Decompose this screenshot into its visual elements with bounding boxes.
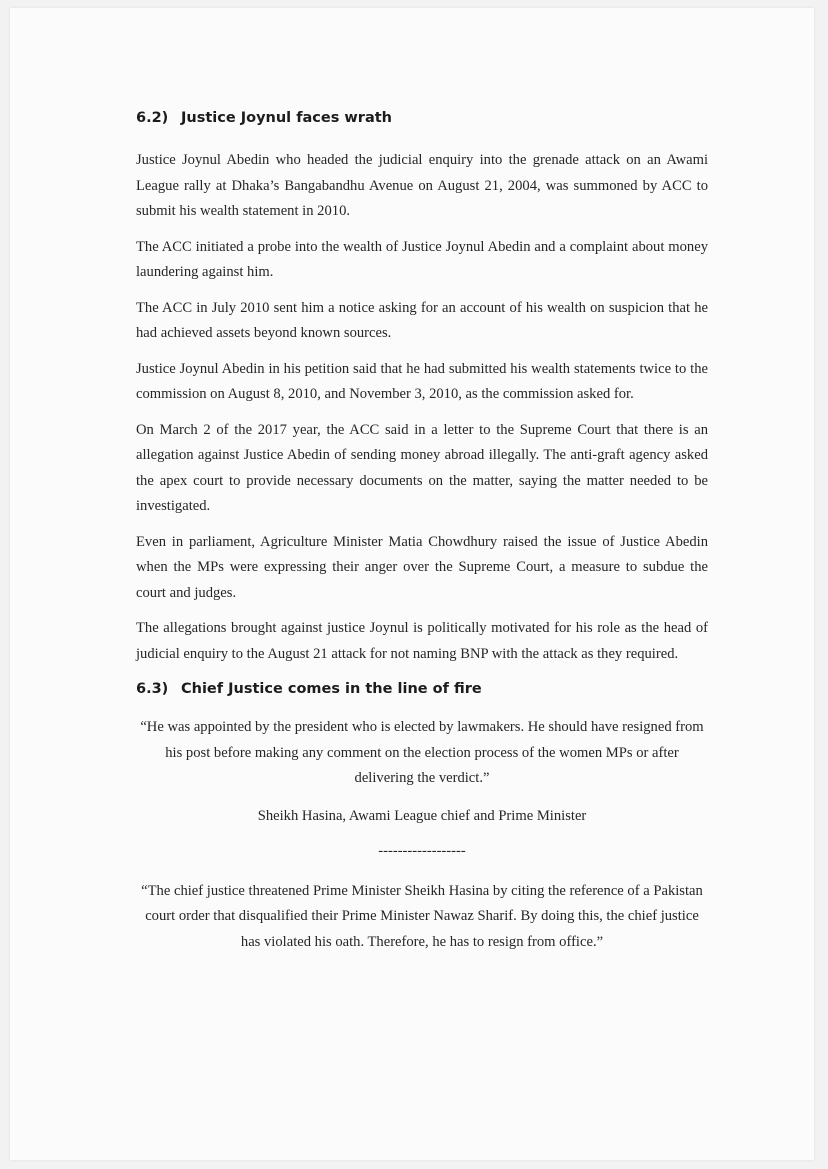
paragraph-1: Justice Joynul Abedin who headed the judicial enquiry into the grenade attack on an Awami League rally at Dhaka’s Bangabandhu Avenue on August 21, 2004, was summoned by ACC to submit his wealth statement in 2010. — [136, 152, 708, 219]
paragraph-5: On March 2 of the 2017 year, the ACC said in a letter to the Supreme Court that there is an allegation against Justice Abedin of sending money abroad illegally. The anti-graft agency asked the apex court to provide necessary documents on the matter, saying the matter needed to be investigated. — [136, 421, 708, 514]
quote-2: “The chief justice threatened Prime Minister Sheikh Hasina by citing the reference of a Pakistan court order that disqualified their Prime Minister Nawaz Sharif. By doing this, the chief justice has violated his oath. Therefore, he has to resign from office.” — [141, 882, 703, 950]
quote-1-attribution: Sheikh Hasina, Awami League chief and Prime Minister — [257, 807, 587, 824]
paragraph-4: Justice Joynul Abedin in his petition said that he had submitted his wealth statements twice to the commission on August 8, 2010, and November 3, 2010, as the commission asked for. — [136, 360, 708, 402]
section-6-3-title: Chief Justice comes in the line of fire — [181, 681, 482, 697]
paragraph-7: The allegations brought against justice Joynul is politically motivated for his role as the head of judicial enquiry to the August 21 attack for not naming BNP with the attack as they required. — [136, 620, 708, 662]
document-page — [10, 8, 814, 1160]
section-6-3-heading — [136, 681, 708, 697]
paragraph-6: Even in parliament, Agriculture Minister Matia Chowdhury raised the issue of Justice Abedin when the MPs were expressing their anger over the Supreme Court, a measure to subdue the court and judges. — [136, 533, 708, 601]
separator-line: ------------------ — [378, 843, 466, 859]
paragraph-3: The ACC in July 2010 sent him a notice asking for an account of his wealth on suspicion that he had achieved assets beyond known sources. — [136, 299, 708, 341]
section-6-2-heading — [136, 110, 708, 126]
quote-1: “He was appointed by the president who is elected by lawmakers. He should have resigned from his post before making any comment on the election process of the women MPs or after delivering the verdict.” — [140, 719, 704, 786]
section-6-2-title: Justice Joynul faces wrath — [181, 110, 392, 126]
section-6-2-number: 6.2) — [136, 110, 169, 126]
page-content — [136, 110, 708, 955]
paragraph-2: The ACC initiated a probe into the wealth of Justice Joynul Abedin and a complaint about money laundering against him. — [136, 238, 708, 280]
section-6-3-number: 6.3) — [136, 681, 169, 697]
